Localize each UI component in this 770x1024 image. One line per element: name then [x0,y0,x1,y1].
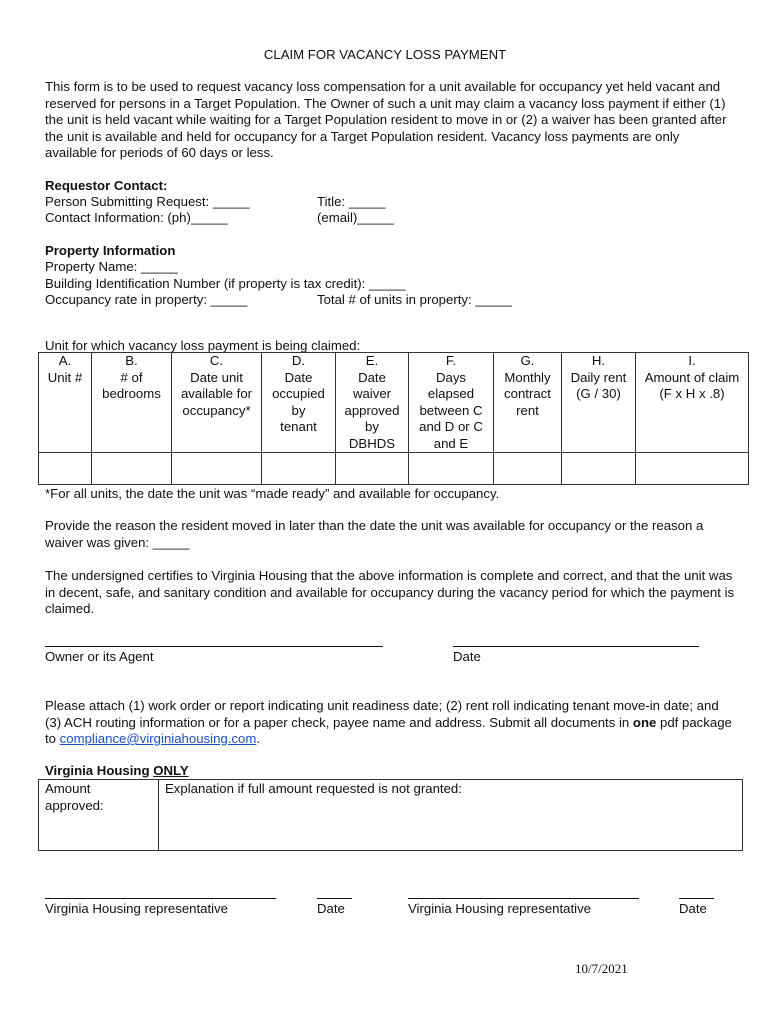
date-available-cell[interactable] [172,453,262,485]
unit-table-caption: Unit for which vacancy loss payment is being claimed: [45,338,361,353]
unit-claim-table [38,352,749,485]
total-units-field: Total # of units in property: _____ [317,292,513,307]
bin-field: Building Identification Number (if property is tax credit): _____ [45,276,406,291]
monthly-rent-cell[interactable] [494,453,562,485]
owner-date-line[interactable] [453,646,699,647]
compliance-email-link[interactable]: compliance@virginiahousing.com [59,731,257,746]
vh-date2-line[interactable] [679,898,714,899]
daily-rent-cell[interactable] [562,453,636,485]
column-header: G. Monthly contract rent [494,353,562,453]
owner-signature-line[interactable] [45,646,383,647]
vh-date2-label: Date [679,901,707,916]
bedrooms-cell[interactable] [92,453,172,485]
vh-only-heading: Virginia Housing ONLY [45,763,189,778]
requestor-heading: Requestor Contact: [45,178,168,193]
contact-phone-field: Contact Information: (ph)_____ [45,210,228,225]
table-footnote: *For all units, the date the unit was “made ready” and available for occupancy. [45,486,500,501]
date-occupied-cell[interactable] [262,453,336,485]
property-heading: Property Information [45,243,176,258]
column-header: I. Amount of claim (F x H x .8) [636,353,749,453]
owner-label: Owner or its Agent [45,649,154,664]
column-header: B. # of bedrooms [92,353,172,453]
person-submitting-field: Person Submitting Request: _____ [45,194,250,209]
footer-date: 10/7/2021 [575,961,628,976]
vh-rep2-signature-line[interactable] [408,898,639,899]
emphasis-one: one [632,714,657,730]
unit-number-cell[interactable] [39,453,92,485]
explanation-cell[interactable]: Explanation if full amount requested is not granted: [159,780,743,851]
column-header: H. Daily rent (G / 30) [562,353,636,453]
table-row [39,453,749,485]
days-elapsed-cell[interactable] [409,453,494,485]
intro-paragraph: This form is to be used to request vacancy loss compensation for a unit available for occupancy yet held vacant and reserved for persons in a Target Population. The Owner of such a unit may claim a vacancy loss payment if either (1) the unit is held vacant while waiting for a Target Population resident to move in or (2) a waiver has been granted after the unit is available and held for occupancy for a Target Population resident. Vacancy loss payments are only available for periods of 60 days or less. [45,79,727,160]
attachment-instructions: Please attach (1) work order or report indicating unit readiness date; (2) rent roll indicating tenant move-in date; and (3) ACH routing information or for a paper check, payee name and address. Submit all documents in one pdf package to compliance@virginiahousing.com. [45,698,732,746]
vh-date1-line[interactable] [317,898,352,899]
vh-approval-table [38,779,743,851]
form-title: CLAIM FOR VACANCY LOSS PAYMENT [263,47,507,62]
date-waiver-cell[interactable] [336,453,409,485]
contact-email-field: (email)_____ [317,210,394,225]
column-header: D. Date occupied by tenant [262,353,336,453]
vh-rep1-signature-line[interactable] [45,898,276,899]
table-header-row [39,353,749,453]
vh-rep2-label: Virginia Housing representative [408,901,592,916]
occupancy-rate-field: Occupancy rate in property: _____ [45,292,248,307]
column-header: C. Date unit available for occupancy* [172,353,262,453]
title-field: Title: _____ [317,194,386,209]
reason-paragraph: Provide the reason the resident moved in later than the date the unit was available for occupancy or the reason a waiver was given: _____ [45,518,704,550]
column-header: A. Unit # [39,353,92,453]
amount-approved-cell[interactable]: Amount approved: [39,780,159,851]
property-name-field: Property Name: _____ [45,259,178,274]
date-label: Date [453,649,481,664]
claim-amount-cell[interactable] [636,453,749,485]
vh-rep1-label: Virginia Housing representative [45,901,229,916]
column-header: E. Date waiver approved by DBHDS [336,353,409,453]
column-header: F. Days elapsed between C and D or C and E [409,353,494,453]
vh-date1-label: Date [317,901,345,916]
certification-paragraph: The undersigned certifies to Virginia Housing that the above information is complete and correct, and that the unit was in decent, safe, and sanitary condition and available for occupancy during the vacancy period for which the payment is claimed. [45,568,735,616]
